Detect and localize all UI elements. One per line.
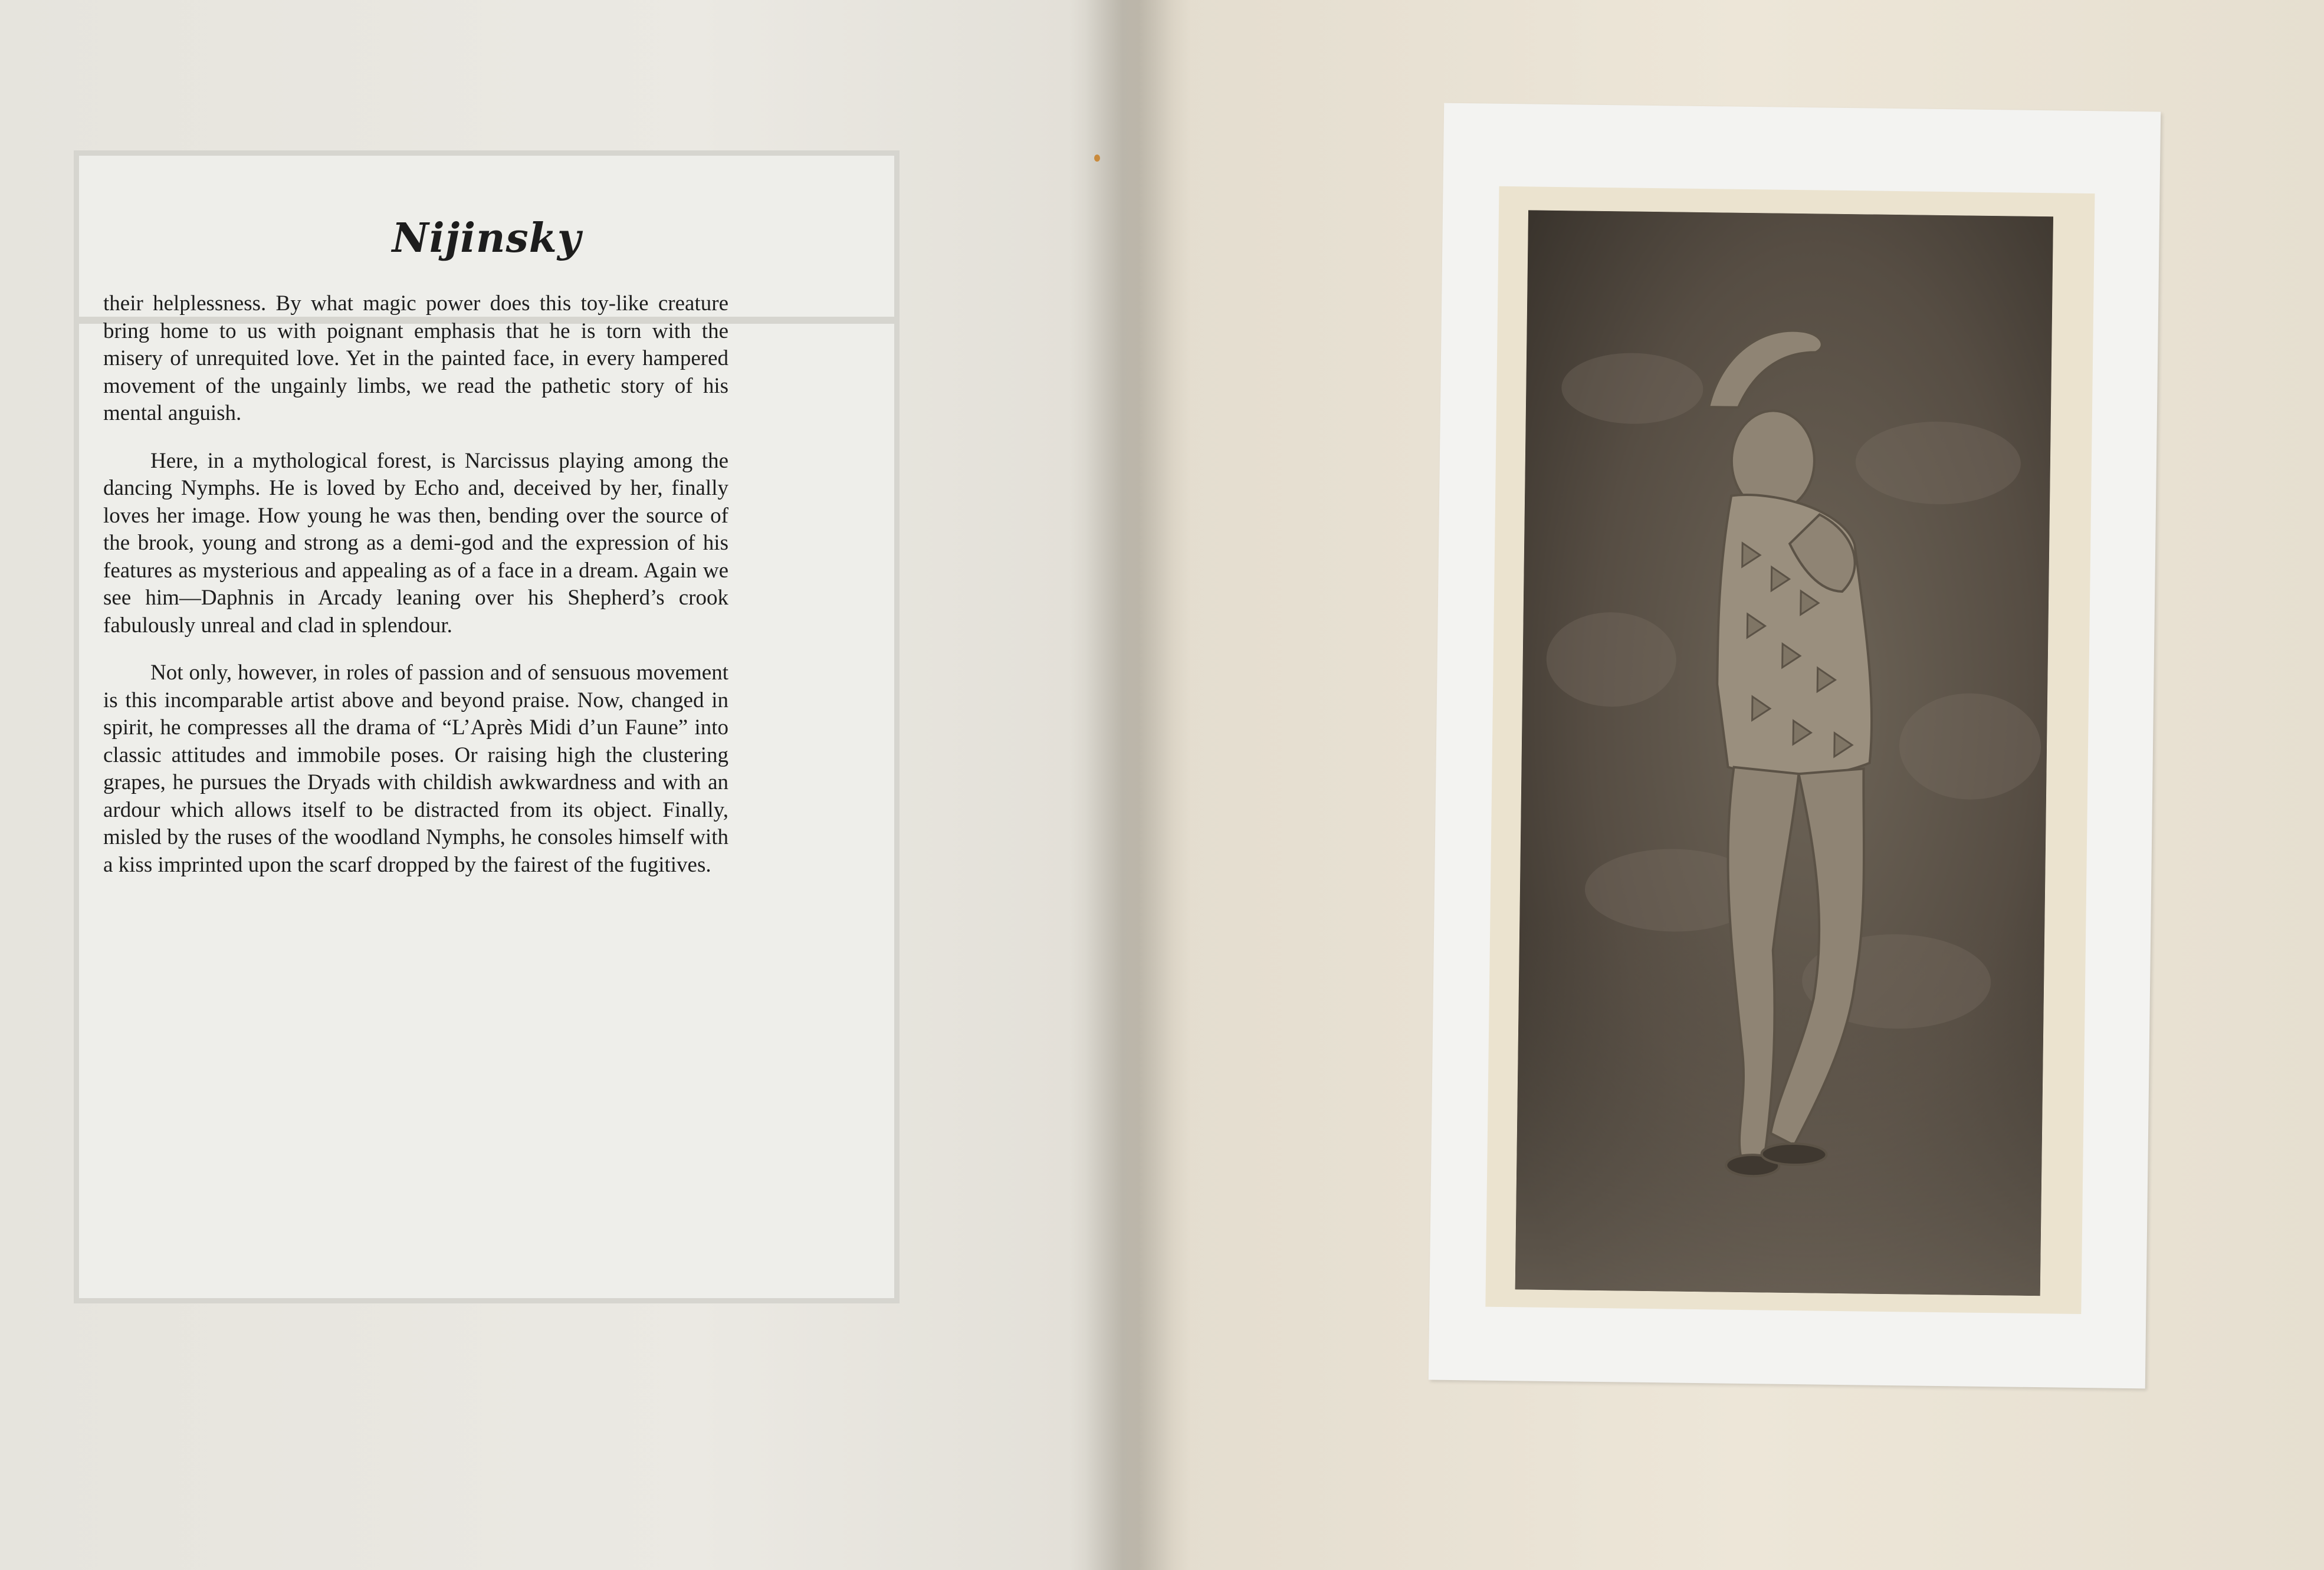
paper-speck [1094,155,1100,162]
page-title: Nijinsky [392,215,582,262]
paragraph-2: Here, in a mythological forest, is Narcissus playing among the dancing Nymphs. He is loved by Echo and, deceived by her, finally loves her image. How young he was then, bending over the source of the brook, young and strong as a demi-god and the expression of his features as mysterious and appealing as of a face in a dream. Again we see him—Daphnis in Arcady leaning over his Shepherd’s crook fabulously unreal and clad in splendour. [103,448,728,638]
body-text [103,290,728,899]
nijinsky-photograph [1515,210,2053,1296]
photo-mount-card [1429,103,2161,1389]
left-page [0,0,1121,1570]
dancer-figure-image [1515,210,2053,1296]
paragraph-3: Not only, however, in roles of passion and of sensuous movement is this incomparable artist above and beyond praise. Now, changed in spirit, he compresses all the drama of “L’Après Midi d’un Faune” into classic attitudes and immobile poses. Or raising high the clustering grapes, he pursues the Dryads with childish awkwardness and with an ardour which allows itself to be distracted from its object. Finally, misled by the ruses of the woodland Nymphs, he consoles himself with a kiss imprinted upon the scarf dropped by the fairest of the fugitives. [103,661,728,877]
photo-inner-mount [1485,186,2095,1314]
paragraph-1: their helplessness. By what magic power does this toy-like creature bring home to us with poignant emphasis that he is torn with the misery of unrequited love. Yet in the painted face, in every hampered movement of the ungainly limbs, we read the pathetic story of his mental anguish. [103,291,728,425]
